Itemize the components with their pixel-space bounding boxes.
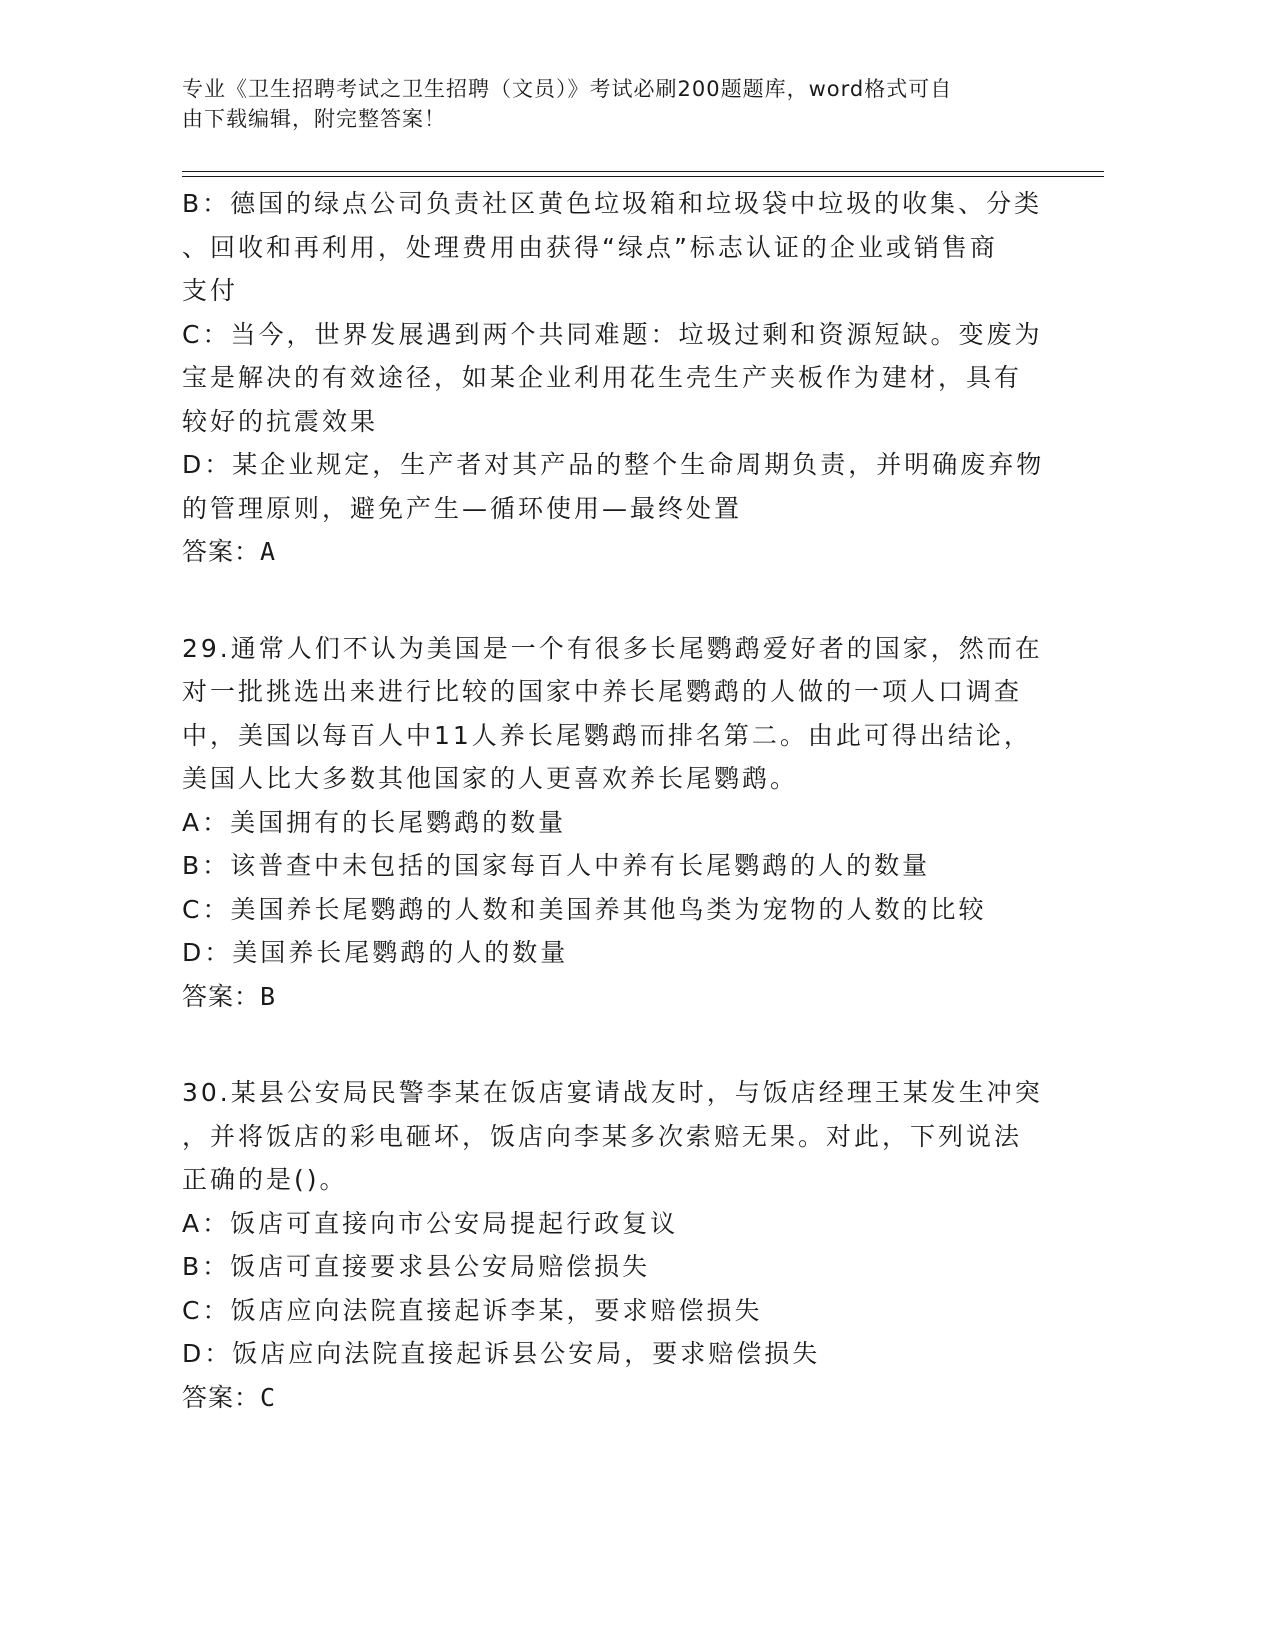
option-d: D：美国养长尾鹦鹉的人的数量 [182, 938, 569, 967]
header-line-2: 由下载编辑，附完整答案！ [182, 107, 446, 131]
option-c-line: C：当今，世界发展遇到两个共同难题：垃圾过剩和资源短缺。变废为 [182, 319, 1043, 349]
option-c-line: 较好的抗震效果 [182, 406, 379, 436]
option-c-line: 宝是解决的有效途径，如某企业利用花生壳生产夹板作为建材，具有 [182, 363, 1023, 392]
document-header [182, 74, 1042, 134]
question-stem-line: 对一批挑选出来进行比较的国家中养长尾鹦鹉的人做的一项人口调查 [182, 677, 1023, 706]
question-stem-line: 29.通常人们不认为美国是一个有很多长尾鹦鹉爱好者的国家，然而在 [182, 633, 1043, 663]
question-29 [182, 627, 1042, 1019]
answer-line: 答案：C [182, 1382, 277, 1412]
option-d-line: D：某企业规定，生产者对其产品的整个生命周期负责，并明确废弃物 [182, 450, 1045, 479]
option-b: B：饭店可直接要求县公安局赔偿损失 [182, 1252, 651, 1281]
option-b-line: 、回收和再利用，处理费用由获得“绿点”标志认证的企业或销售商 [182, 232, 998, 262]
answer-line: 答案：B [182, 981, 277, 1011]
question-stem-line: 30.某县公安局民警李某在饭店宴请战友时，与饭店经理王某发生冲突 [182, 1078, 1043, 1107]
question-stem-line: 正确的是()。 [182, 1165, 348, 1194]
option-b-line: 支付 [182, 276, 239, 305]
question-28-tail [182, 182, 1045, 574]
option-b-line: B：德国的绿点公司负责社区黄色垃圾箱和垃圾袋中垃圾的收集、分类 [182, 189, 1043, 218]
question-content [182, 182, 1045, 1419]
header-rule-top [182, 171, 1104, 172]
option-a: A：饭店可直接向市公安局提起行政复议 [182, 1208, 679, 1238]
option-d: D：饭店应向法院直接起诉县公安局，要求赔偿损失 [182, 1339, 821, 1368]
option-c: C：美国养长尾鹦鹉的人数和美国养其他鸟类为宠物的人数的比较 [182, 894, 987, 924]
option-a: A：美国拥有的长尾鹦鹉的数量 [182, 807, 567, 837]
question-stem-line: 美国人比大多数其他国家的人更喜欢养长尾鹦鹉。 [182, 764, 799, 793]
option-b: B：该普查中未包括的国家每百人中养有长尾鹦鹉的人的数量 [182, 851, 931, 880]
question-spacer [182, 574, 1042, 627]
option-c: C：饭店应向法院直接起诉李某，要求赔偿损失 [182, 1295, 763, 1325]
header-line-1: 专业《卫生招聘考试之卫生招聘（文员）》考试必刷200题题库，word格式可自 [182, 77, 953, 101]
option-d-line: 的管理原则，避免产生—循环使用—最终处置 [182, 493, 743, 523]
answer-line: 答案：A [182, 537, 277, 566]
header-rule-bottom [182, 176, 1104, 177]
question-30 [182, 1071, 1042, 1419]
question-stem-line: 中，美国以每百人中11人养长尾鹦鹉而排名第二。由此可得出结论， [182, 720, 1032, 750]
question-stem-line: ，并将饭店的彩电砸坏，饭店向李某多次索赔无果。对此，下列说法 [182, 1121, 1023, 1151]
question-spacer [182, 1018, 1042, 1071]
